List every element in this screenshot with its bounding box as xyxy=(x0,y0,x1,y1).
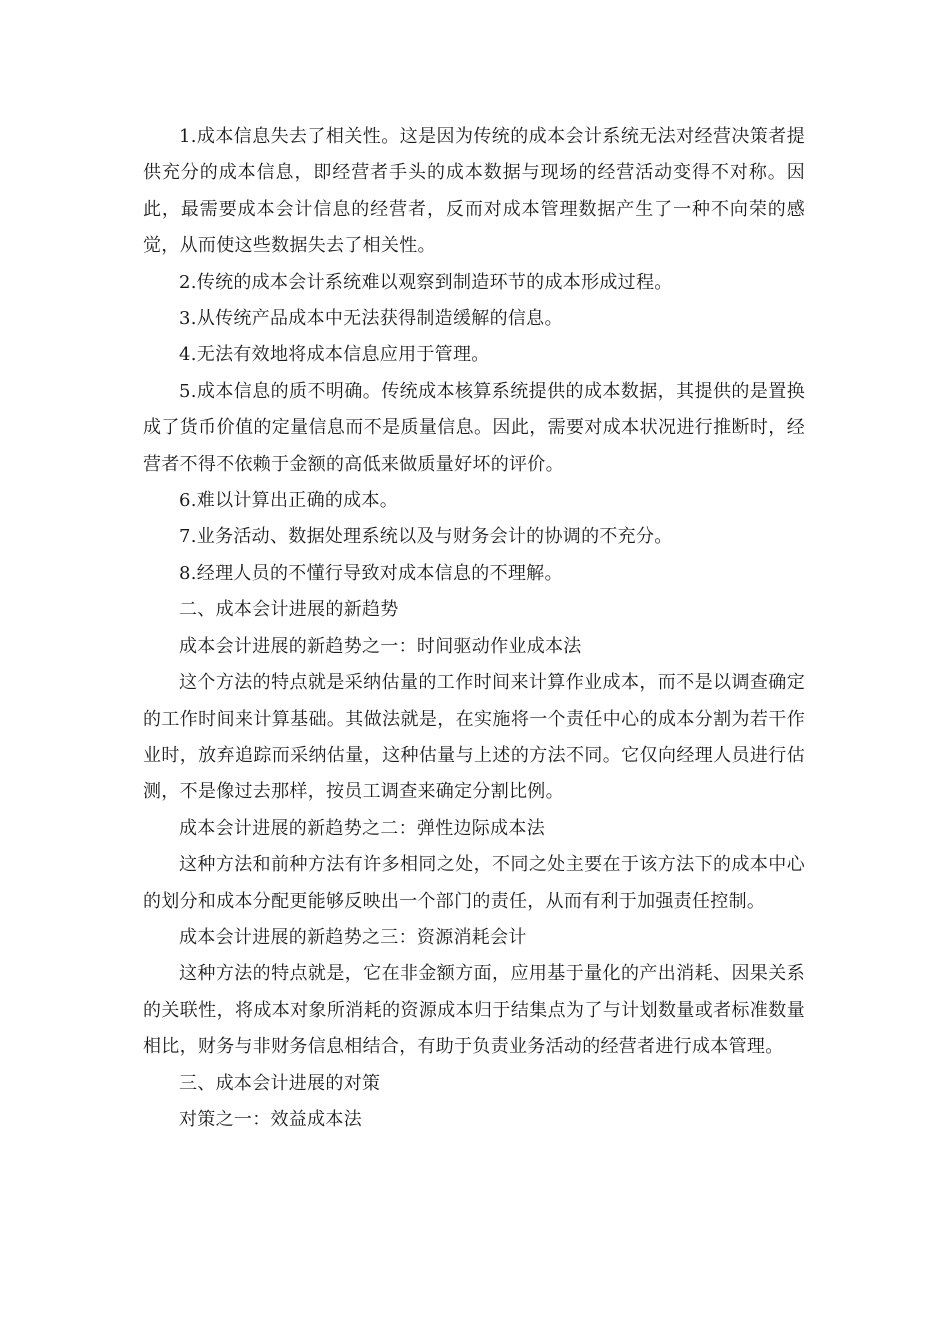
paragraph-item-6: 6.难以计算出正确的成本。 xyxy=(179,490,399,512)
paragraph-item-4: 4.无法有效地将成本信息应用于管理。 xyxy=(179,344,490,366)
paragraph-trend-2: 这种方法和前种方法有许多相同之处，不同之处主要在于该方法下的成本中心的划分和成本分配更能够反映出一个部门的责任，从而有利于加强责任控制。 xyxy=(143,854,805,912)
paragraph-item-5: 5.成本信息的质不明确。传统成本核算系统提供的成本数据，其提供的是置换成了货币价值的定量信息而不是质量信息。因此，需要对成本状况进行推断时，经营者不得不依赖于金额的高低来做质量好坏的评价。 xyxy=(143,380,805,475)
paragraph-item-2: 2.传统的成本会计系统难以观察到制造环节的成本形成过程。 xyxy=(179,271,673,293)
paragraph-trend-3: 这种方法的特点就是，它在非金额方面，应用基于量化的产出消耗、因果关系的关联性，将成本对象所消耗的资源成本归于结集点为了与计划数量或者标准数量相比，财务与非财务信息相结合，有助于负责业务活动的经营者进行成本管理。 xyxy=(143,963,805,1058)
paragraph-item-7: 7.业务活动、数据处理系统以及与财务会计的协调的不充分。 xyxy=(179,526,673,548)
paragraph-item-1: 1.成本信息失去了相关性。这是因为传统的成本会计系统无法对经营决策者提供充分的成本信息，即经营者手头的成本数据与现场的经营活动变得不对称。因此，最需要成本会计信息的经营者，反而对成本管理数据产生了一种不向荣的感觉，从而使这些数据失去了相关性。 xyxy=(143,126,805,257)
subheading-trend-3: 成本会计进展的新趋势之三：资源消耗会计 xyxy=(179,926,527,948)
section-heading-2: 二、成本会计进展的新趋势 xyxy=(179,599,399,621)
subheading-trend-1: 成本会计进展的新趋势之一：时间驱动作业成本法 xyxy=(179,635,582,657)
paragraph-item-3: 3.从传统产品成本中无法获得制造缓解的信息。 xyxy=(179,308,563,330)
section-heading-3: 三、成本会计进展的对策 xyxy=(179,1072,381,1094)
subheading-trend-2: 成本会计进展的新趋势之二：弹性边际成本法 xyxy=(179,817,545,839)
document-body xyxy=(143,119,805,1138)
subheading-strategy-1: 对策之一：效益成本法 xyxy=(179,1108,362,1130)
paragraph-trend-1: 这个方法的特点就是采纳估量的工作时间来计算作业成本，而不是以调查确定的工作时间来计算基础。其做法就是，在实施将一个责任中心的成本分割为若干作业时，放弃追踪而采纳估量，这种估量与上述的方法不同。它仅向经理人员进行估测，不是像过去那样，按员工调查来确定分割比例。 xyxy=(143,672,805,803)
paragraph-item-8: 8.经理人员的不懂行导致对成本信息的不理解。 xyxy=(179,562,563,584)
